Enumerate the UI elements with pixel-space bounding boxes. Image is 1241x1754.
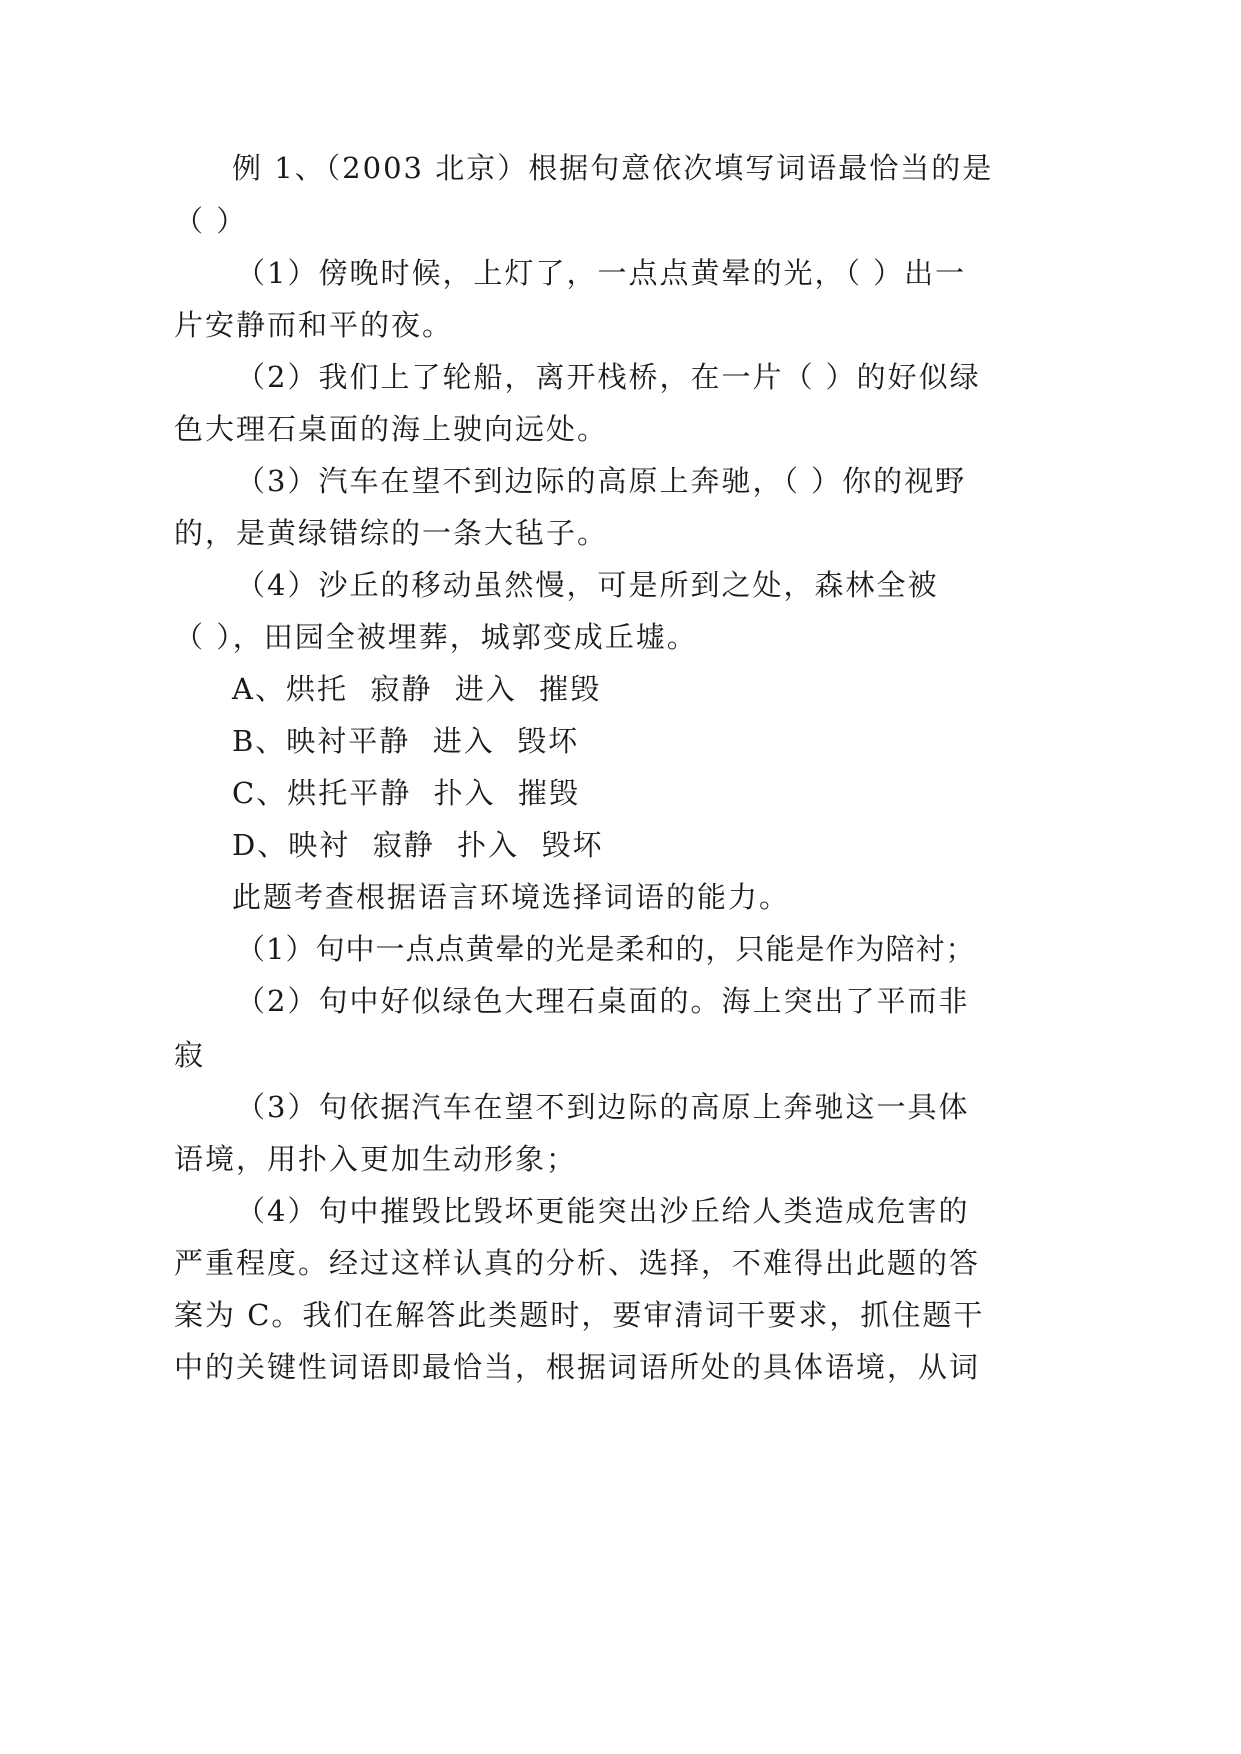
- analysis-1: （1）句中一点点黄晕的光是柔和的，只能是作为陪衬；: [236, 932, 976, 966]
- analysis-4-cont-1: 严重程度。经过这样认真的分析、选择，不难得出此题的答: [174, 1246, 981, 1280]
- sentence-3-cont: 的，是黄绿错综的一条大毡子。: [174, 516, 609, 550]
- sentence-4: （4）沙丘的移动虽然慢，可是所到之处，森林全被: [236, 568, 939, 602]
- sentence-4-cont: （ ），田园全被埋葬，城郭变成丘墟。: [174, 620, 698, 654]
- option-c: C、烘托平静 扑入 摧毁: [232, 776, 581, 810]
- sentence-3: （3）汽车在望不到边际的高原上奔驰，（ ）你的视野: [236, 464, 967, 498]
- sentence-2: （2）我们上了轮船，离开栈桥，在一片（ ）的好似绿: [236, 360, 981, 394]
- sentence-1: （1）傍晚时候，上灯了，一点点黄晕的光，（ ）出一: [236, 256, 967, 290]
- analysis-3-cont: 语境，用扑入更加生动形象；: [174, 1142, 578, 1176]
- option-b: B、映衬平静 进入 毁坏: [232, 724, 580, 758]
- analysis-2-cont: 寂: [174, 1038, 206, 1072]
- analysis-4-cont-3: 中的关键性词语即最恰当，根据词语所处的具体语境，从词: [174, 1350, 981, 1384]
- option-a: A、烘托 寂静 进入 摧毁: [232, 672, 602, 706]
- sentence-1-cont: 片安静而和平的夜。: [174, 308, 454, 342]
- sentence-2-cont: 色大理石桌面的海上驶向远处。: [174, 412, 609, 446]
- analysis-intro: 此题考查根据语言环境选择词语的能力。: [232, 880, 791, 914]
- option-d: D、映衬 寂静 扑入 毁坏: [232, 828, 604, 862]
- analysis-4: （4）句中摧毁比毁坏更能突出沙丘给人类造成危害的: [236, 1194, 970, 1228]
- analysis-3: （3）句依据汽车在望不到边际的高原上奔驰这一具体: [236, 1090, 970, 1124]
- analysis-4-cont-2: 案为 C。我们在解答此类题时，要审清词干要求，抓住题干: [174, 1298, 985, 1332]
- question-title-cont: （ ）: [174, 204, 248, 238]
- analysis-2: （2）句中好似绿色大理石桌面的。海上突出了平而非: [236, 984, 970, 1018]
- question-title: 例 1、（2003 北京）根据句意依次填写词语最恰当的是: [232, 151, 994, 185]
